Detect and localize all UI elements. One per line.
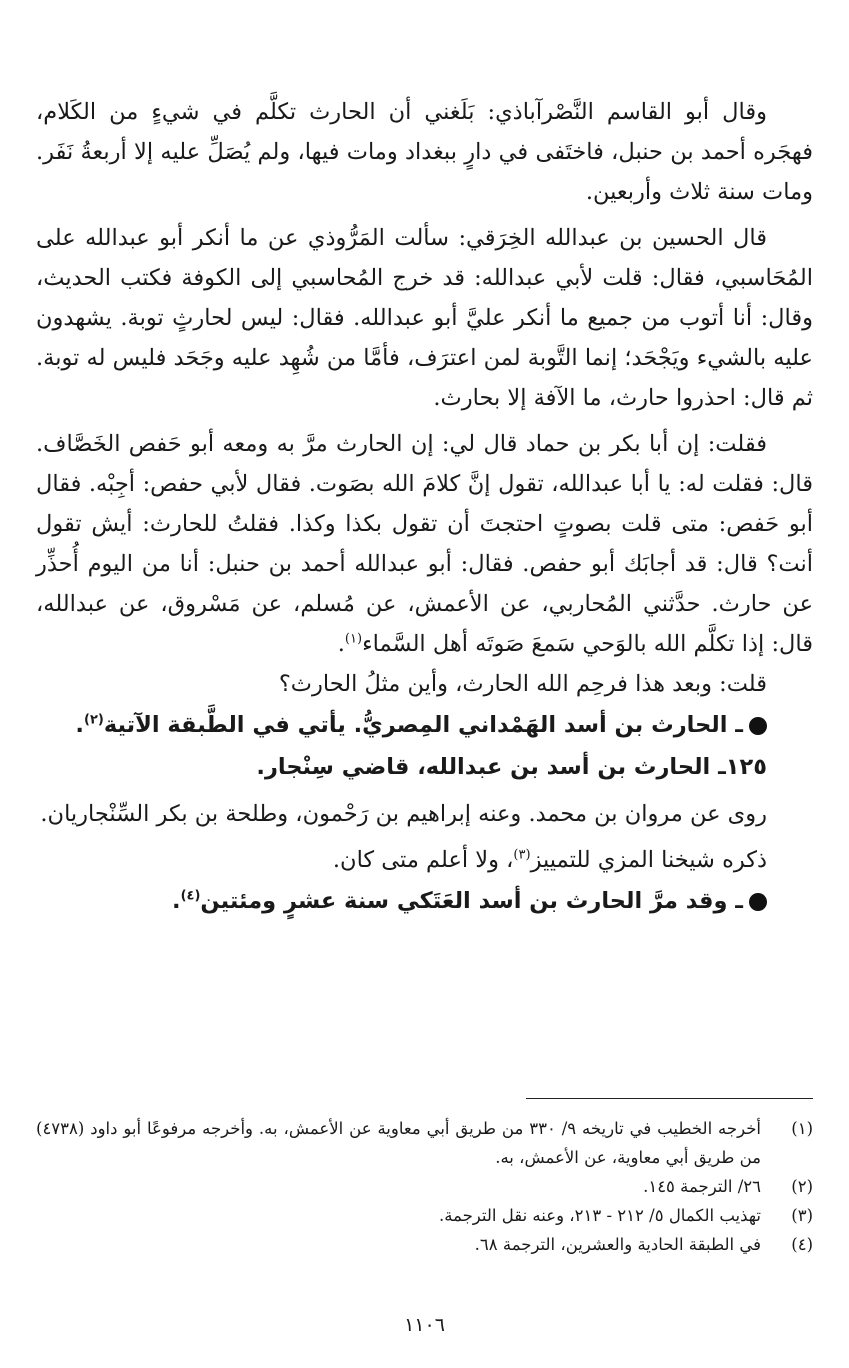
entry-heading-125 xyxy=(36,746,813,788)
entry-heading-hamdani xyxy=(36,704,813,746)
footnote-number: (٢) xyxy=(791,1177,813,1196)
footnote-text: ٢٦/ الترجمة ١٤٥. xyxy=(643,1177,761,1196)
bullet-icon xyxy=(749,893,767,911)
period: . xyxy=(337,631,345,657)
paragraph-nasrabadhi xyxy=(36,92,813,212)
period: . xyxy=(75,712,84,738)
footnote-text: في الطبقة الحادية والعشرين، الترجمة ٦٨. xyxy=(474,1235,761,1254)
paragraph-narration xyxy=(36,794,813,834)
paragraph-text: روى عن مروان بن محمد. وعنه إبراهيم بن رَحْمون، وطلحة بن بكر السِّنْجاريان. xyxy=(40,801,767,827)
heading-text: ـ الحارث بن أسد الهَمْداني المِصريُّ. يأتي في الطَّبقة الآتية xyxy=(103,712,743,738)
footnote-item xyxy=(36,1114,813,1172)
paragraph-abu-bakr xyxy=(36,424,813,664)
paragraph-mercy xyxy=(36,664,813,704)
paragraph-text: ذكره شيخنا المزي للتمييز xyxy=(530,847,767,873)
footnotes xyxy=(36,1114,813,1259)
paragraph-text: فقلت: إن أبا بكر بن حماد قال لي: إن الحارث مرَّ به ومعه أبو حَفص الخَصَّاف. قال: فقلت له: يا أبا عبدالله، تقول إنَّ كلامَ الله بصَوت. فقال لأبي حفص: أجِبْه. فقال أبو حَفص: متى قلت بصوتٍ احتجتَ أن تقول بكذا وكذا. فقلتُ للحارث: أيش تقول أنت؟ قال: قد أجابَك أبو حفص. فقال: أبو عبدالله أحمد بن حنبل: أنا من اليوم أُحذِّر عن حارث. حدَّثني المُحاربي، عن الأعمش، عن مُسلم، عن مَسْروق، عن عبدالله، قال: إذا تكلَّم الله بالوَحي سَمعَ صَوتَه أهل السَّماء xyxy=(36,431,813,657)
heading-text: ـ وقد مرَّ الحارث بن أسد العَتَكي سنة عشرٍ ومئتين xyxy=(200,888,743,914)
footnote-item xyxy=(36,1201,813,1230)
page-body xyxy=(36,92,813,922)
paragraph-khiraqi xyxy=(36,218,813,418)
page-number: ١١٠٦ xyxy=(404,1314,445,1336)
bullet-icon xyxy=(749,717,767,735)
footnote-reference[interactable]: (٣) xyxy=(513,847,531,863)
footnote-text: تهذيب الكمال ٥/ ٢١٢ - ٢١٣، وعنه نقل الترجمة. xyxy=(438,1206,761,1225)
footnote-text: أخرجه الخطيب في تاريخه ٩/ ٣٣٠ من طريق أبي معاوية عن الأعمش، به. وأخرجه مرفوعًا أبو داود (٤٧٣٨) من طريق أبي معاوية، عن الأعمش، به. xyxy=(36,1119,761,1167)
footnote-reference[interactable]: (٢) xyxy=(83,712,104,728)
period: . xyxy=(172,888,181,914)
footnote-number: (١) xyxy=(791,1119,813,1138)
footnote-divider xyxy=(526,1098,813,1099)
heading-text: ١٢٥ـ الحارث بن أسد بن عبدالله، قاضي سِنْجار. xyxy=(256,754,767,780)
paragraph-text: وقال أبو القاسم النَّصْرآباذي: بَلَغني أن الحارث تكلَّم في شيءٍ من الكَلام، فهجَره أحمد بن حنبل، فاختَفى في دارٍ ببغداد ومات فيها، ولم يُصَلِّ عليه إلا أربعةُ نَفَر. ومات سنة ثلاث وأربعين. xyxy=(36,99,813,205)
paragraph-text: ، ولا أعلم متى كان. xyxy=(332,847,514,873)
paragraph-text: قلت: وبعد هذا فرحِم الله الحارث، وأين مثلُ الحارث؟ xyxy=(278,671,767,697)
footnote-number: (٤) xyxy=(791,1235,813,1254)
footnote-reference[interactable]: (٤) xyxy=(180,888,201,904)
footnote-reference[interactable]: (١) xyxy=(344,631,363,647)
footnote-item xyxy=(36,1230,813,1259)
footnote-number: (٣) xyxy=(791,1206,813,1225)
footnote-item xyxy=(36,1172,813,1201)
paragraph-mizzi xyxy=(36,840,813,880)
entry-heading-ataki xyxy=(36,880,813,922)
paragraph-text: قال الحسين بن عبدالله الخِرَقي: سألت المَرُّوذي عن ما أنكر أبو عبدالله على المُحَاسبي، فقال: قلت لأبي عبدالله: قد خرج المُحاسبي إلى الكوفة فكتب الحديث، وقال: أنا أتوب من جميع ما أنكر عليَّ أبو عبدالله. فقال: ليس لحارثٍ توبة. يشهدون عليه بالشيء ويَجْحَد؛ إنما التَّوبة لمن اعترَف، فأمَّا من شُهِد عليه وجَحَد فليس له توبة. ثم قال: احذروا حارث، ما الآفة إلا بحارث. xyxy=(36,225,813,411)
